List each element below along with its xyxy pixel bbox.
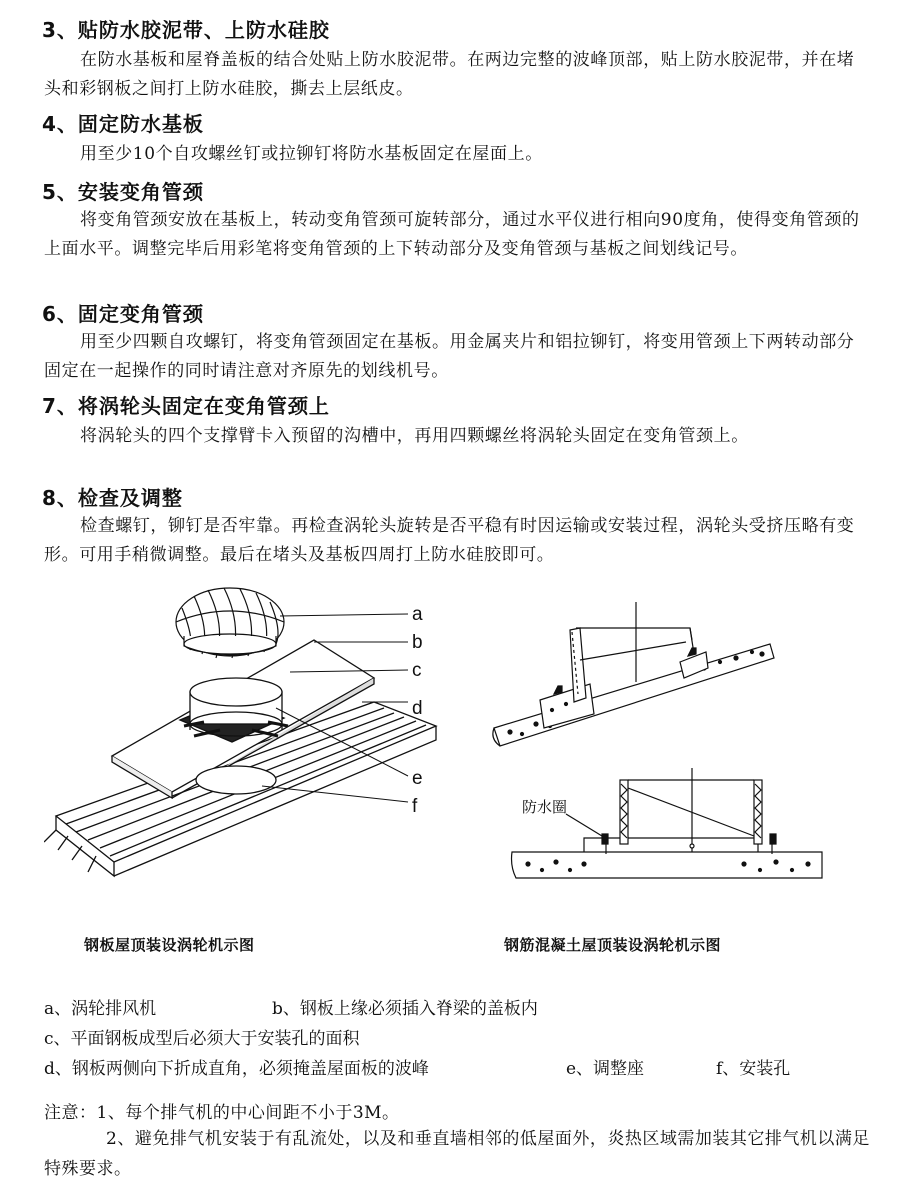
left-figure-caption: 钢板屋顶装设涡轮机示图 [84,936,255,954]
legend-d: d、钢板两侧向下折成直角，必须掩盖屋面板的波峰 [44,1059,429,1079]
section-3-title: 3、贴防水胶泥带、上防水硅胶 [42,18,330,42]
section-8-body: 检查螺钉，铆钉是否牢靠。再检查涡轮头旋转是否平稳有时因运输或安装过程，涡轮头受挤压略有变形。可用手稍微调整。最后在堵头及基板四周打上防水硅胶即可。 [44,516,855,565]
fig-label-a: a [412,604,423,625]
note-1: 注意：1、每个排气机的中心间距不小于3M。 [44,1103,400,1123]
concrete-flat-roof-diagram [508,768,828,898]
section-5-title: 5、安装变角管颈 [42,180,204,204]
fig-label-e: e [412,768,423,789]
turbine-ventilator [176,588,284,658]
section-6-body: 用至少四颗自攻螺钉，将变角管颈固定在基板。用金属夹片和铝拉铆钉，将变用管颈上下两转动部分固定在一起操作的同时请注意对齐原先的划线机号。 [44,332,855,381]
legend-b: b、钢板上缘必须插入脊梁的盖板内 [272,999,538,1019]
installation-hole [196,766,276,794]
section-8-title: 8、检查及调整 [42,486,183,510]
section-3-body: 在防水基板和屋脊盖板的结合处贴上防水胶泥带。在两边完整的波峰顶部，贴上防水胶泥带，并在堵头和彩钢板之间打上防水硅胶，撕去上层纸皮。 [44,50,855,99]
section-7-title: 7、将涡轮头固定在变角管颈上 [42,394,330,418]
section-4-body: 用至少10个自攻螺丝钉或拉铆钉将防水基板固定在屋面上。 [80,144,543,164]
fig-label-c: c [412,660,422,681]
section-7-body: 将涡轮头的四个支撑臂卡入预留的沟槽中，再用四颗螺丝将涡轮头固定在变角管颈上。 [80,426,749,446]
concrete-sloped-roof-diagram [490,594,790,754]
legend-c: c、平面钢板成型后必须大于安装孔的面积 [44,1029,360,1049]
right-figure-caption: 钢筋混凝土屋顶装设涡轮机示图 [504,936,722,954]
section-6-title: 6、固定变角管颈 [42,302,204,326]
steel-roof-diagram [44,580,464,910]
waterproof-ring-label: 防水圈 [522,798,568,816]
legend-a: a、涡轮排风机 [44,999,157,1019]
fig-label-f: f [412,796,418,817]
section-4-title: 4、固定防水基板 [42,112,204,136]
note-2: 2、避免排气机安装于有乱流处，以及和垂直墙相邻的低屋面外，炎热区域需加装其它排气机以满足特殊要求。 [44,1129,870,1179]
fig-label-d: d [412,698,423,719]
legend-e: e、调整座 [566,1059,645,1079]
section-5-body: 将变角管颈安放在基板上，转动变角管颈可旋转部分，通过水平仪进行相向90度角，使得变角管颈的上面水平。调整完毕后用彩笔将变角管颈的上下转动部分及变角管颈与基板之间划线记号。 [44,210,860,259]
fig-label-b: b [412,632,423,653]
legend-f: f、安装孔 [716,1059,791,1079]
